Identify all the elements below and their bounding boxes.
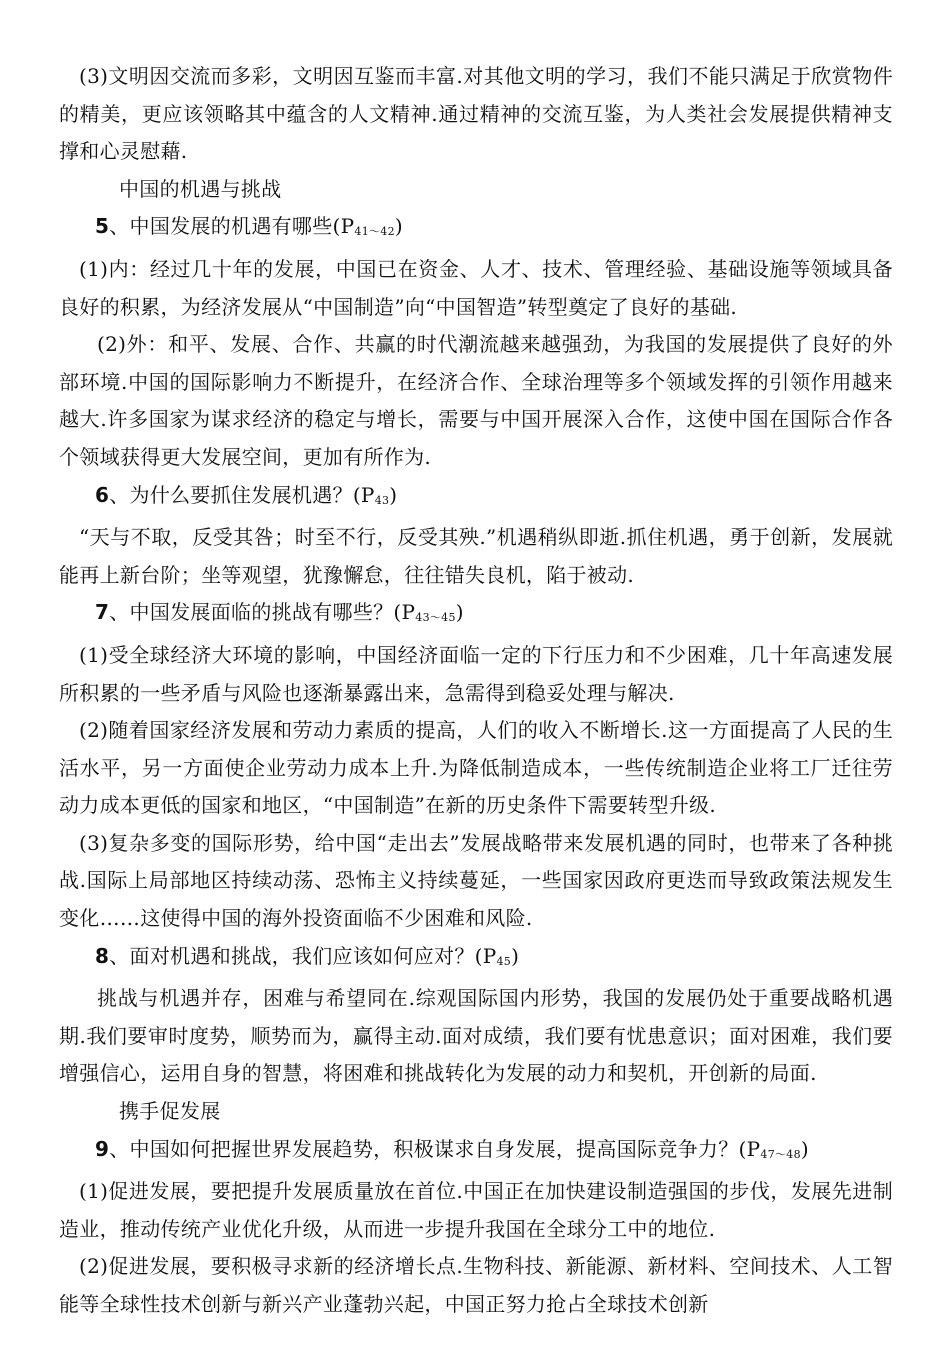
question-close: ) [800,1136,809,1161]
question-close: ) [389,482,398,507]
question-text: 、中国发展面临的挑战有哪些？(P [109,600,416,625]
question-7 [59,594,893,637]
answer-7-1: (1)受全球经济大环境的影响，中国经济面临一定的下行压力和不少困难，几十年高速发展所积累的一些矛盾与风险也逐渐暴露出来，急需得到稳妥处理与解决. [59,642,893,705]
page-reference: 41～42 [354,225,395,239]
question-number: 7 [95,600,110,625]
question-text: 、中国发展的机遇有哪些(P [109,214,355,239]
answer-8: 挑战与机遇并存，困难与希望同在.综观国际国内形势，我国的发展仍处于重要战略机遇期.我们要审时度势，顺势而为，赢得主动.面对成绩，我们要有忧患意识；面对困难，我们要增强信心，运用自身的智慧，将困难和挑战转化为发展的动力和契机，开创新的局面. [59,986,893,1086]
question-number: 5 [95,214,110,239]
page-reference: 47～48 [760,1147,801,1161]
question-8 [59,938,893,981]
answer-9-1: (1)促进发展，要把提升发展质量放在首位.中国正在加快建设制造强国的步伐，发展先进制造业，推动传统产业优化升级，从而进一步提升我国在全球分工中的地位. [59,1179,893,1241]
answer-7-3: (3)复杂多变的国际形势，给中国“走出去”发展战略带来发展机遇的同时，也带来了各种挑战.国际上局部地区持续动荡、恐怖主义持续蔓延，一些国家因政府更迭而导致政策法规发生变化……这使得中国的海外投资面临不少困难和风险. [59,830,893,931]
question-number: 9 [95,1136,110,1161]
document-page [59,58,893,1324]
question-close: ) [394,214,403,239]
question-text: 、为什么要抓住发展机遇？(P [109,482,375,507]
page-reference: 43 [374,493,390,507]
section-heading-opportunities-challenges: 中国的机遇与挑战 [119,176,282,201]
question-number: 6 [95,482,110,507]
question-9 [59,1131,893,1174]
question-close: ) [455,600,464,625]
page-reference: 45 [496,954,512,968]
answer-9-2: (2)促进发展，要积极寻求新的经济增长点.生物科技、新能源、新材料、空间技术、人工智能等全球性技术创新与新兴产业蓬勃兴起，中国正努力抢占全球技术创新 [59,1254,893,1316]
question-close: ) [511,943,520,968]
answer-5-external: (2)外：和平、发展、合作、共赢的时代潮流越来越强劲，为我国的发展提供了良好的外部环境.中国的国际影响力不断提升，在经济合作、全球治理等多个领域发挥的引领作用越来越大.许多国家为谋求经济的稳定与增长，需要与中国开展深入合作，这使中国在国际合作各个领域获得更大发展空间，更加有所作为. [59,332,894,469]
question-text: 、面对机遇和挑战，我们应该如何应对？(P [109,943,497,968]
paragraph-civilization: (3)文明因交流而多彩，文明因互鉴而丰富.对其他文明的学习，我们不能只满足于欣赏物件的精美，更应该领略其中蕴含的人文精神.通过精神的交流互鉴，为人类社会发展提供精神支撑和心灵慰藉. [59,64,893,164]
question-text: 、中国如何把握世界发展趋势，积极谋求自身发展，提高国际竞争力？(P [109,1136,761,1161]
answer-7-2: (2)随着国家经济发展和劳动力素质的提高，人们的收入不断增长.这一方面提高了人民的生活水平，另一方面使企业劳动力成本上升.为降低制造成本，一些传统制造企业将工厂迁往劳动力成本更低的国家和地区，“中国制造”在新的历史条件下需要转型升级. [59,718,893,818]
question-6 [59,477,893,520]
question-5 [59,208,893,251]
question-number: 8 [95,943,110,968]
answer-6: “天与不取，反受其咎；时至不行，反受其殃.”机遇稍纵即逝.抓住机遇，勇于创新，发展就能再上新台阶；坐等观望，犹豫懈怠，往往错失良机，陷于被动. [59,525,893,587]
page-reference: 43～45 [415,611,456,625]
section-heading-cooperation: 携手促发展 [119,1099,221,1124]
answer-5-internal: (1)内：经过几十年的发展，中国已在资金、人才、技术、管理经验、基础设施等领域具备良好的积累，为经济发展从“中国制造”向“中国智造”转型奠定了良好的基础. [59,256,893,319]
